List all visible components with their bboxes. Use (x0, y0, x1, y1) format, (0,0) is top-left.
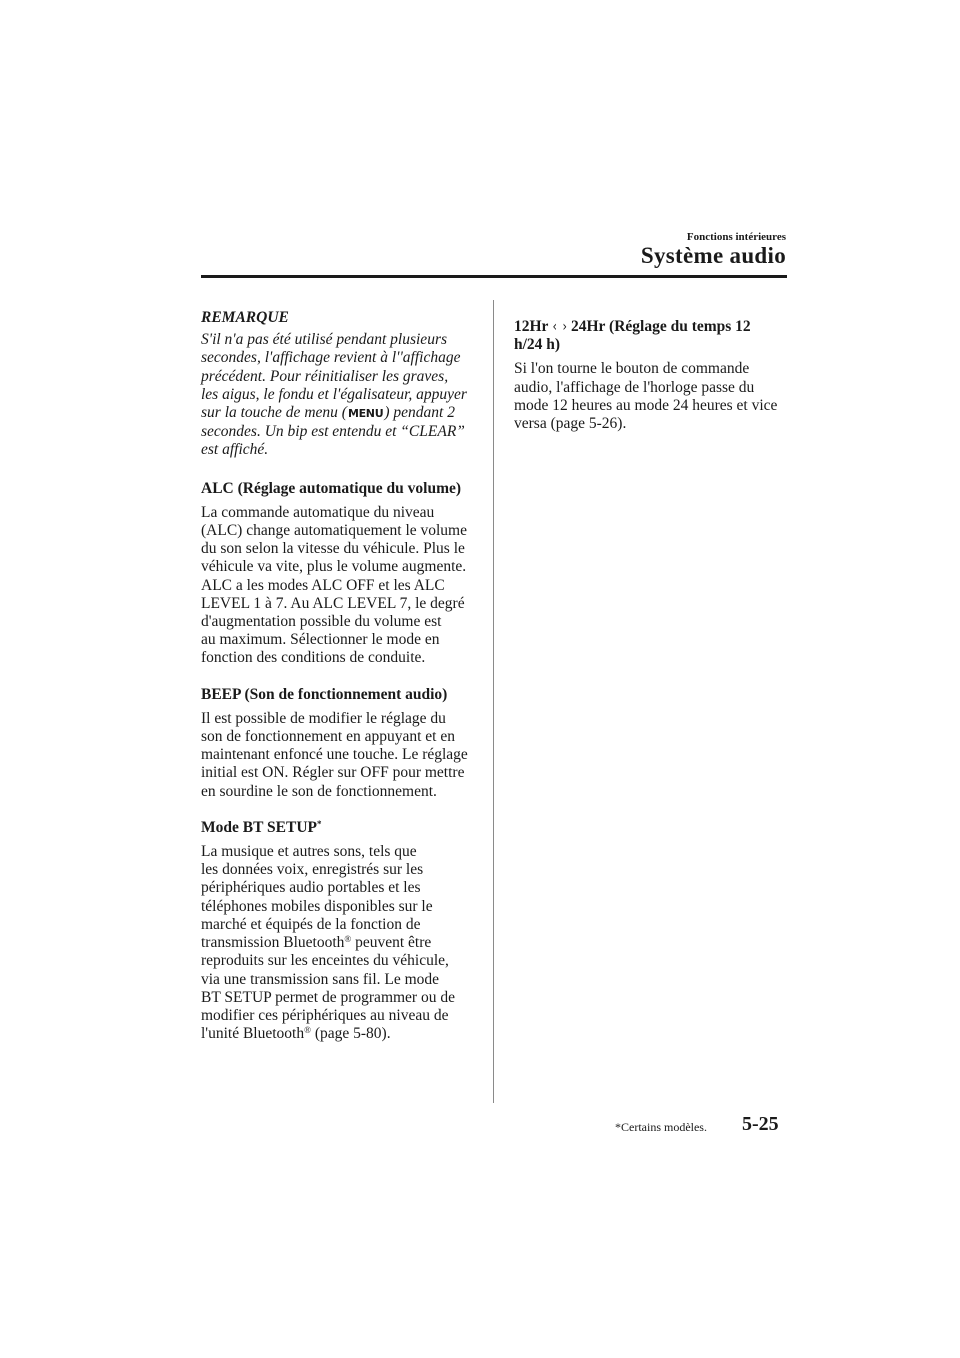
alc-line: (ALC) change automatiquement le volume (201, 522, 467, 540)
bt-line (201, 934, 477, 952)
bt-line: via une transmission sans fil. Le mode (201, 970, 440, 988)
bt-line: La musique et autres sons, tels que (201, 843, 417, 861)
note-line: est affiché. (201, 441, 269, 459)
note-line-text: ) pendant 2 (384, 404, 455, 422)
note-line: secondes, l'affichage revient à l''affichage (201, 349, 461, 367)
alc-line: véhicule va vite, plus le volume augmente. (201, 558, 467, 576)
hr-heading-text: h/24 h) (514, 336, 561, 354)
page-title: Système audio (640, 243, 786, 268)
bt-line: BT SETUP permet de programmer ou de (201, 988, 455, 1006)
registered-mark: ® (344, 934, 352, 945)
note-heading: REMARQUE (201, 309, 289, 326)
bt-line-text: (page 5-80). (310, 1025, 391, 1043)
hr-section (514, 318, 789, 433)
alc-line: LEVEL 1 à 7. Au ALC LEVEL 7, le degré (201, 594, 465, 612)
alc-line: ALC a les modes ALC OFF et les ALC (201, 576, 445, 594)
left-column (201, 309, 477, 1043)
beep-line: maintenant enfoncé une touche. Le réglage (201, 746, 468, 764)
hr-heading-text: 12Hr (514, 318, 549, 335)
alc-line: au maximum. Sélectionner le mode en (201, 631, 440, 649)
bt-line: périphériques audio portables et les (201, 879, 421, 897)
bt-line: modifier ces périphériques au niveau de (201, 1006, 449, 1024)
bt-line: les données voix, enregistrés sur les (201, 861, 424, 879)
beep-heading: BEEP (Son de fonctionnement audio) (201, 685, 448, 703)
hr-heading (514, 318, 789, 354)
bt-line-text: l'unité Bluetooth (201, 1025, 305, 1043)
hr-line: versa (page 5-26). (514, 415, 627, 433)
beep-line: son de fonctionnement en appuyant et en (201, 728, 455, 746)
note-line: les aigus, le fondu et l'égalisateur, appuyer (201, 385, 467, 403)
beep-body (201, 710, 477, 801)
bt-line-text: transmission Bluetooth (201, 934, 345, 952)
bt-line-text: peuvent être (351, 934, 432, 952)
beep-line: Il est possible de modifier le réglage du (201, 709, 446, 727)
hr-body (514, 360, 789, 433)
alc-heading: ALC (Réglage automatique du volume) (201, 479, 462, 497)
header-rule (201, 275, 787, 278)
column-divider (493, 300, 494, 1103)
menu-key-icon: MENU (347, 407, 384, 421)
note-line-text: sur la touche de menu ( (201, 404, 347, 422)
hr-line: mode 12 heures au mode 24 heures et vice (514, 396, 778, 414)
alc-line: du son selon la vitesse du véhicule. Plus le (201, 540, 465, 558)
alc-line: La commande automatique du niveau (201, 503, 435, 521)
bt-line: téléphones mobiles disponibles sur le (201, 897, 433, 915)
note-line (201, 404, 477, 423)
bt-line: marché et équipés de la fonction de (201, 915, 421, 933)
hr-line: audio, l'affichage de l'horloge passe du (514, 378, 755, 396)
note-line: secondes. Un bip est entendu et “CLEAR” (201, 423, 465, 441)
bt-heading-text: Mode BT SETUP (201, 818, 317, 836)
footnote: *Certains modèles. (615, 1120, 707, 1134)
alc-body (201, 504, 477, 668)
chevron-left-icon: ‹ (552, 319, 558, 335)
header-section-label: Fonctions intérieures (686, 231, 786, 243)
bt-line: reproduits sur les enceintes du véhicule, (201, 952, 449, 970)
bt-line (201, 1025, 477, 1043)
note-block (201, 309, 477, 460)
bt-heading (201, 819, 477, 837)
beep-section (201, 686, 477, 801)
bt-section (201, 819, 477, 1043)
right-column (514, 309, 789, 433)
note-line: précédent. Pour réinitialiser les graves, (201, 367, 449, 385)
alc-line: fonction des conditions de conduite. (201, 649, 426, 667)
chevron-right-icon: › (562, 319, 567, 335)
bt-body (201, 843, 477, 1043)
beep-line: initial est ON. Régler sur OFF pour mettre (201, 764, 465, 782)
alc-line: d'augmentation possible du volume est (201, 613, 442, 631)
alc-section (201, 480, 477, 668)
hr-heading-text: 24Hr (Réglage du temps 12 (571, 318, 751, 335)
page-number: 5-25 (742, 1113, 779, 1135)
note-line: S'il n'a pas été utilisé pendant plusieurs (201, 331, 448, 349)
beep-line: en sourdine le son de fonctionnement. (201, 782, 437, 800)
registered-mark: ® (304, 1025, 311, 1036)
hr-line: Si l'on tourne le bouton de commande (514, 360, 750, 378)
optional-mark: * (317, 818, 322, 829)
note-body (201, 331, 477, 459)
